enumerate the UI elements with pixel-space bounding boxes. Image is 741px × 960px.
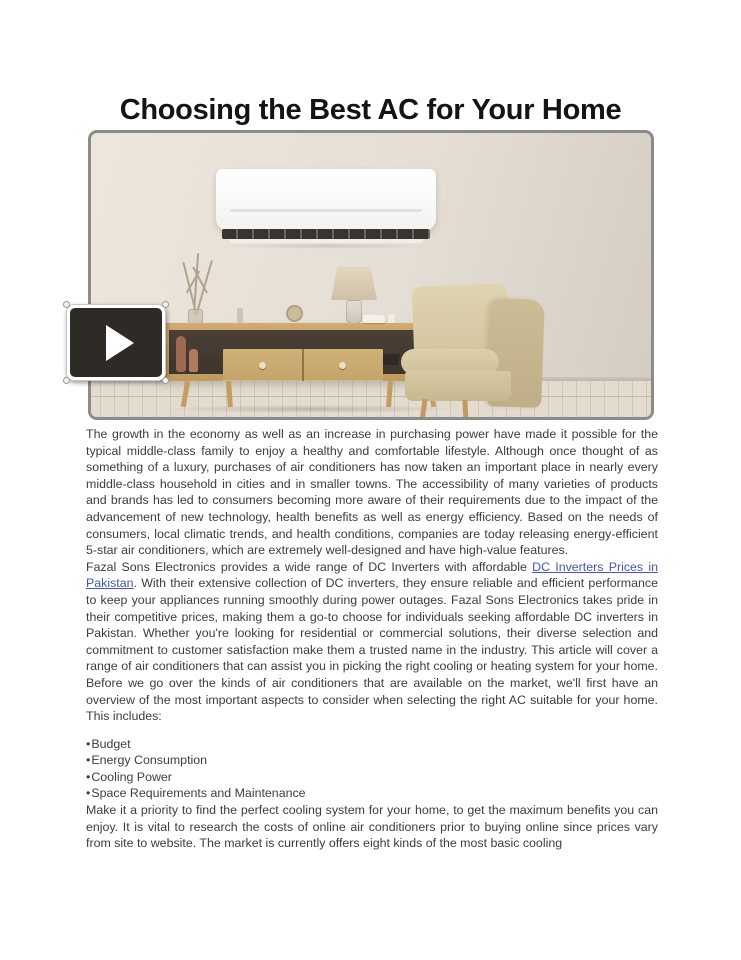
armchair-seat	[405, 371, 511, 401]
dc-inverters-prices-link[interactable]: DC Inverters Prices in Pakistan	[86, 559, 658, 591]
decor-vase	[176, 336, 186, 372]
selection-handle[interactable]	[63, 301, 70, 308]
considerations-list	[86, 736, 658, 802]
telephone	[363, 315, 385, 323]
paragraph-intro-text: The growth in the economy as well as an increase in purchasing power have made it possible for the typical middle-class family to enjoy a healthy and comfortable lifestyle. Although once thought of as something of a luxury, purchases of air conditioners has now taken an important place in nearly every middle-class household in cities and in smaller towns. The accessibility of many varieties of products and brands has led to consumers becoming more aware of their requirements due to the impact of the advancement of new technology, health benefits as well as energy efficiency. Based on the needs of consumers, local climatic trends, and health conditions, companies are today releasing energy-efficient 5-star air conditioners, which are extremely well-designed and have high-value features.	[86, 427, 658, 558]
floor	[88, 380, 654, 419]
list-item-energy-consumption: • Energy Consumption	[86, 752, 658, 769]
ac-shadow	[221, 243, 431, 249]
hero-image	[88, 130, 654, 420]
video-play-button[interactable]	[66, 304, 166, 381]
drawer-knob	[259, 362, 266, 369]
ac-vent	[222, 229, 430, 239]
play-icon	[106, 325, 134, 361]
list-item-budget: • Budget	[86, 736, 658, 753]
drawer-knob	[339, 362, 346, 369]
lamp-shade	[331, 267, 377, 300]
sideboard-shadow	[161, 405, 461, 413]
paragraph-before-link: Fazal Sons Electronics provides a wide range of DC Inverters with affordable	[86, 559, 533, 574]
branch-vase	[188, 309, 203, 324]
paragraph-priority	[86, 802, 658, 852]
page-title: Choosing the Best AC for Your Home	[119, 94, 622, 126]
decor-vase	[189, 349, 198, 372]
selection-handle[interactable]	[63, 377, 70, 384]
list-item-space-requirements: • Space Requirements and Maintenance	[86, 785, 658, 802]
list-item-cooling-power: • Cooling Power	[86, 769, 658, 786]
decor-plate	[286, 305, 303, 322]
air-conditioner	[216, 169, 436, 231]
selection-handle[interactable]	[162, 301, 169, 308]
armchair-shadow	[401, 417, 551, 420]
drawer-divider	[302, 349, 304, 381]
article-body	[86, 426, 658, 852]
floor-plank-line	[91, 396, 651, 397]
selection-handle[interactable]	[162, 377, 169, 384]
paragraph-priority-text: Make it a priority to find the perfect cooling system for your home, to get the maximum benefits you can enjoy. It is vital to research the costs of online air conditioners prior to buying online since prices vary from site to website. The market is currently offers eight kinds of the most basic cooling	[86, 803, 658, 851]
candle	[237, 308, 243, 323]
paragraph-after-link: . With their extensive collection of DC inverters, they ensure reliable and efficient performance to keep your appliances running smoothly during power outages. Fazal Sons Electronics takes pride in their competitive prices, making them a go-to choose for individuals seeking affordable DC inverters in Pakistan. Whether you're looking for residential or commercial solutions, their diverse selection and commitment to customer satisfaction make them a trusted name in the industry. This article will cover a range of air conditioners that can assist you in picking the right cooling or heating system for your home. Before we go over the kinds of air conditioners that are available on the market, we'll first have an overview of the most important aspects to consider when selecting the right AC suitable for your home. This includes:	[86, 576, 658, 724]
play-button-background	[70, 308, 162, 377]
paragraph-intro	[86, 426, 658, 559]
small-jar	[388, 314, 395, 323]
ac-groove	[230, 209, 422, 212]
paragraph-fazal-sons	[86, 559, 658, 725]
lamp-base	[346, 300, 362, 324]
